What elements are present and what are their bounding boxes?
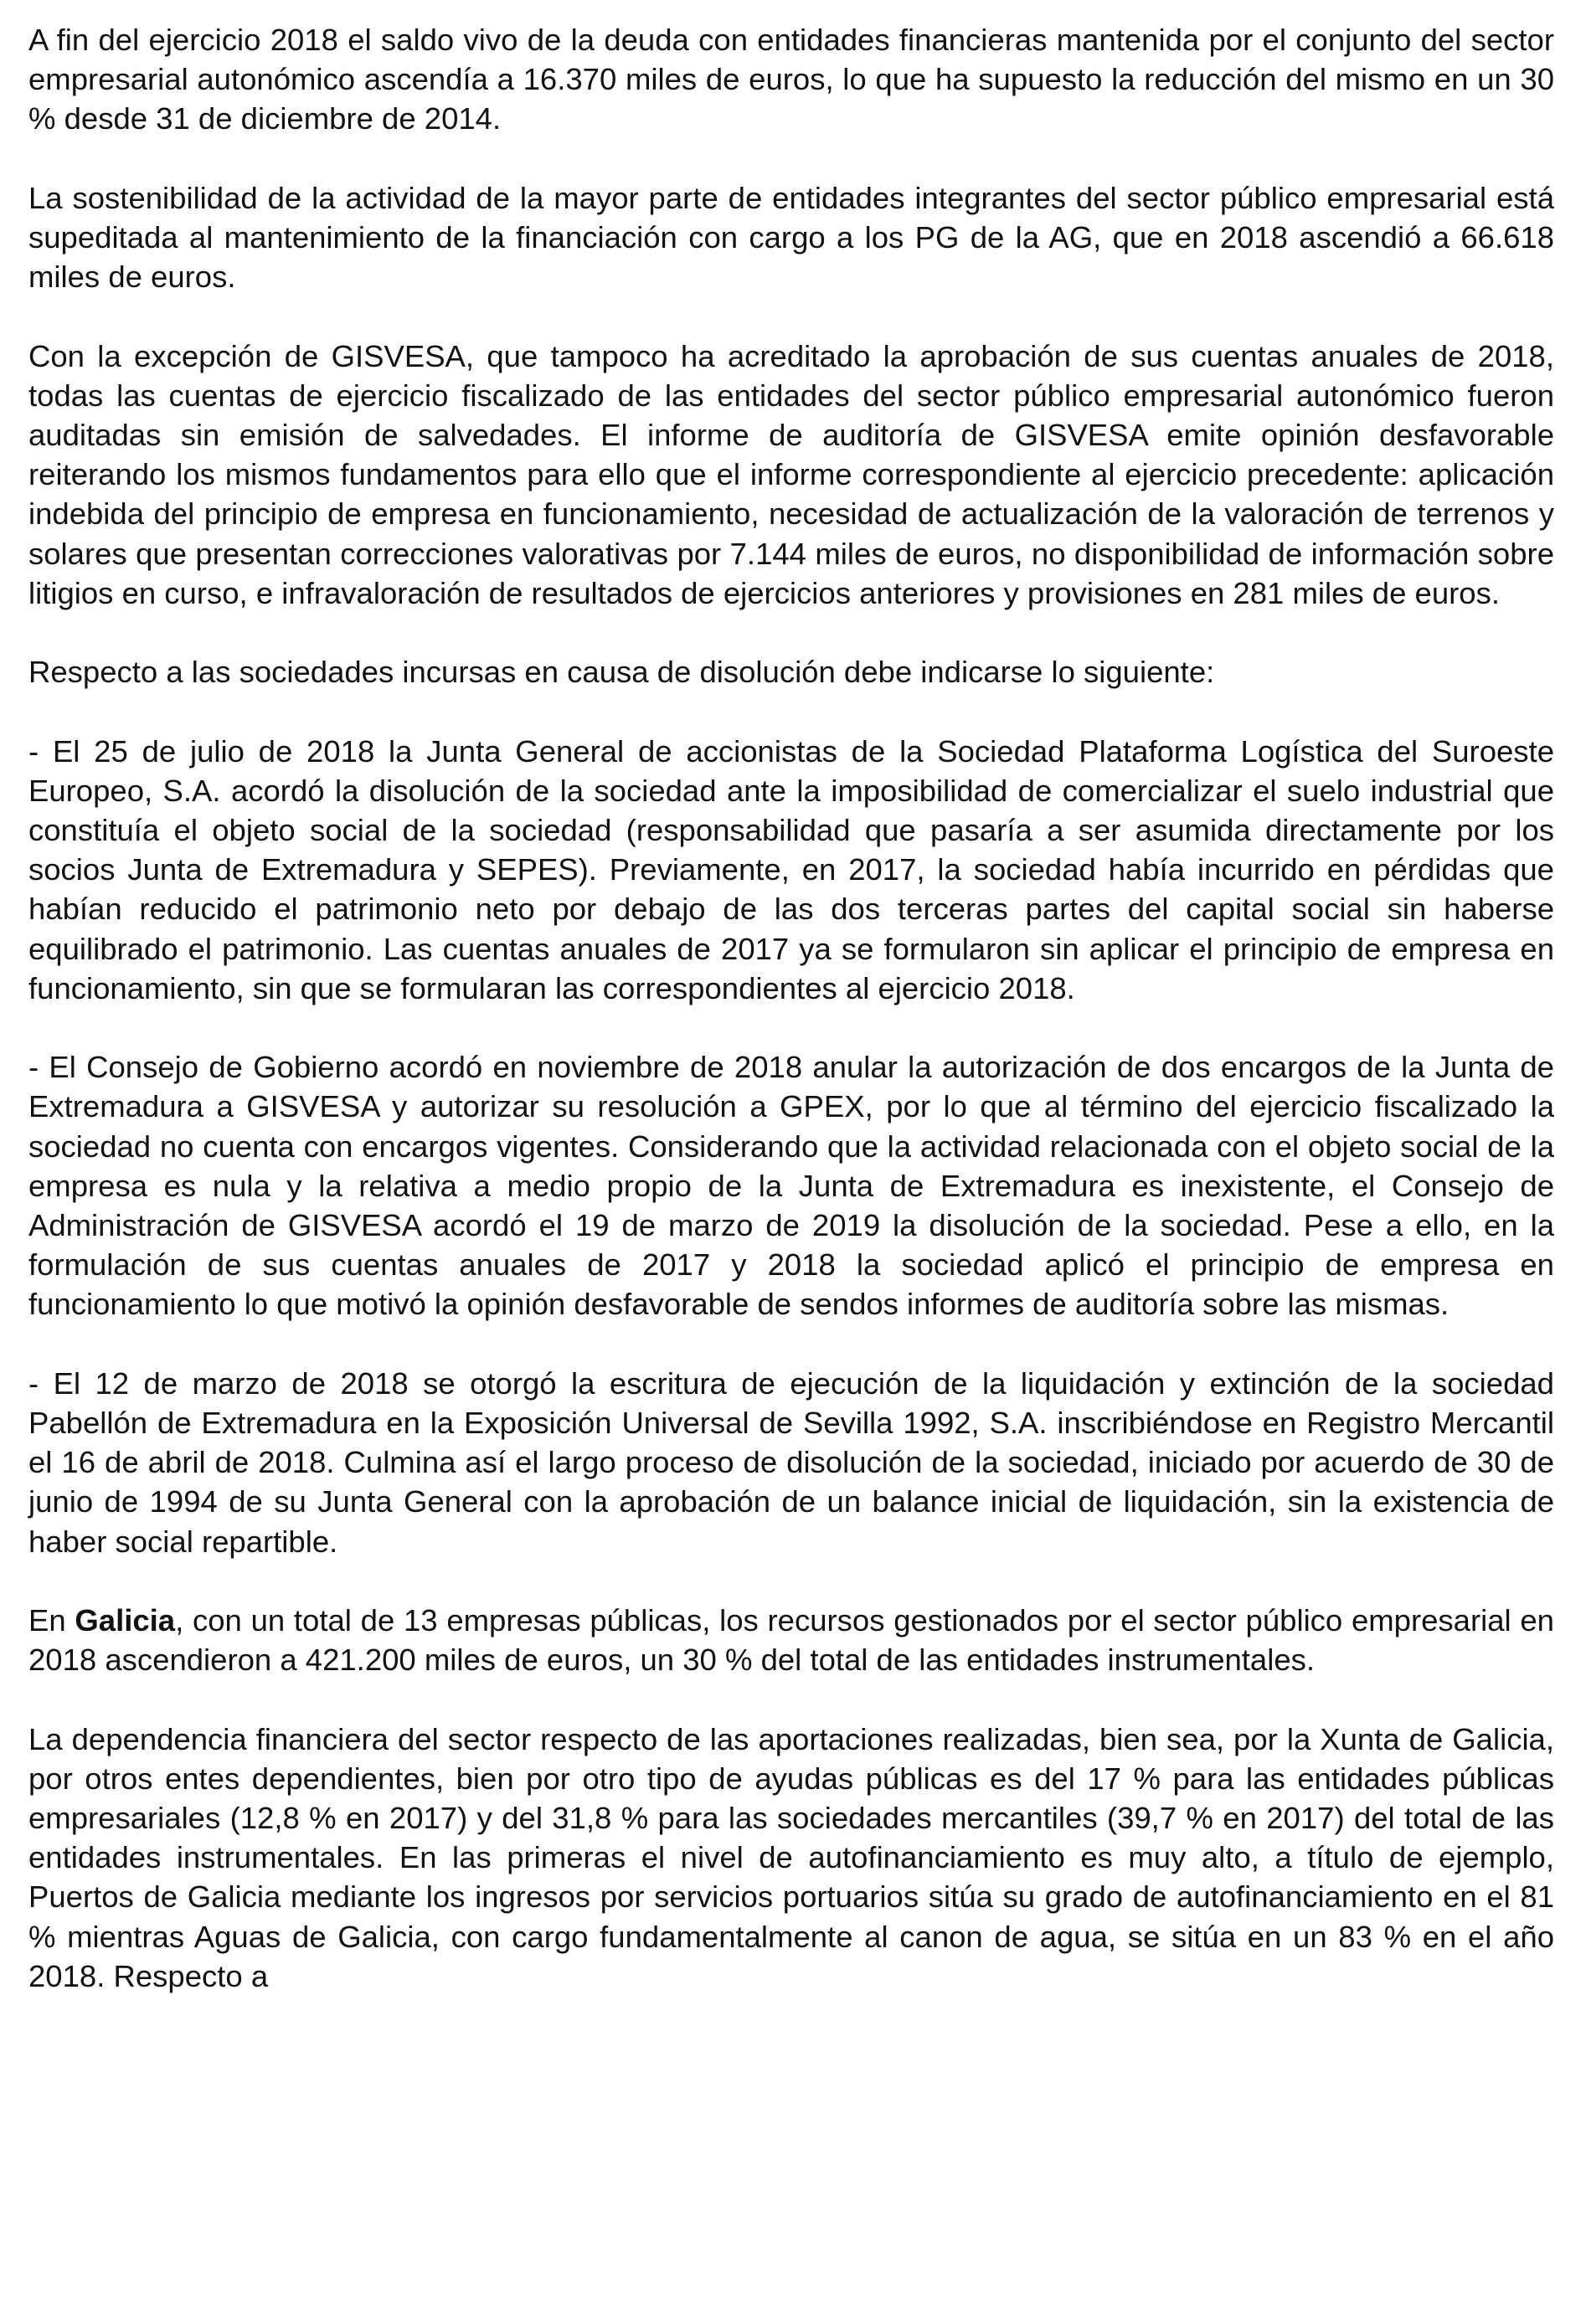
paragraph-financial-dependence: La dependencia financiera del sector respecto de las aportaciones realizadas, bien sea, por la Xunta de Galicia, por otros entes dependientes, bien por otro tipo de ayudas públicas es del 17 % para las entidades públicas empresariales (12,8 % en 2017) y del 31,8 % para las sociedades mercantiles (39,7 % en 2017) del total de las entidades instrumentales. En las primeras el nivel de autofinanciamiento es muy alto, a título de ejemplo, Puertos de Galicia mediante los ingresos por servicios portuarios sitúa su grado de autofinanciamiento en el 81 % mientras Aguas de Galicia, con cargo fundamentalmente al canon de agua, se sitúa en un 83 % en el año 2018. Respecto a (28, 1721, 1554, 1993)
galicia-rest: , con un total de 13 empresas públicas, los recursos gestionados por el sector público empresarial en 2018 ascendieron a 421.200 miles de euros, un 30 % del total de las entidades instrumentales. (28, 1603, 1554, 1678)
paragraph-dissolution-intro: Respecto a las sociedades incursas en causa de disolución debe indicarse lo siguiente: (28, 655, 1215, 690)
paragraph-audit-gisvesa: Con la excepción de GISVESA, que tampoco ha acreditado la aprobación de sus cuentas anuales de 2018, todas las cuentas de ejercicio fiscalizado de las entidades del sector público empresarial autonómico fueron auditadas sin emisión de salvedades. El informe de auditoría de GISVESA emite opinión desfavorable reiterando los mismos fundamentos para ello que el informe correspondiente al ejercicio precedente: aplicación indebida del principio de empresa en funcionamiento, necesidad de actualización de la valoración de terrenos y solares que presentan correcciones valorativas por 7.144 miles de euros, no disponibilidad de información sobre litigios en curso, e infravaloración de resultados de ejercicios anteriores y provisiones en 281 miles de euros. (28, 338, 1554, 610)
galicia-prefix: En (28, 1603, 75, 1638)
paragraph-pabellon-extremadura: - El 12 de marzo de 2018 se otorgó la escritura de ejecución de la liquidación y extinción de la sociedad Pabellón de Extremadura en la Exposición Universal de Sevilla 1992, S.A. inscribiéndose en Registro Mercantil el 16 de abril de 2018. Culmina así el largo proceso de disolución de la sociedad, iniciado por acuerdo de 30 de junio de 1994 de su Junta General con la aprobación de un balance inicial de liquidación, sin la existencia de haber social repartible. (28, 1365, 1554, 1559)
document-page (28, 20, 1554, 1996)
paragraph-debt-balance: A fin del ejercicio 2018 el saldo vivo de la deuda con entidades financieras mantenida por el conjunto del sector empresarial autonómico ascendía a 16.370 miles de euros, lo que ha supuesto la reducción del mismo en un 30 % desde 31 de diciembre de 2014. (28, 23, 1554, 136)
paragraph-galicia (28, 1601, 1554, 1679)
paragraph-sustainability: La sostenibilidad de la actividad de la mayor parte de entidades integrantes del sector público empresarial está supeditada al mantenimiento de la financiación con cargo a los PG de la AG, que en 2018 ascendió a 66.618 miles de euros. (28, 180, 1554, 295)
paragraph-consejo-gobierno: - El Consejo de Gobierno acordó en noviembre de 2018 anular la autorización de dos encargos de la Junta de Extremadura a GISVESA y autorizar su resolución a GPEX, por lo que al término del ejercicio fiscalizado la sociedad no cuenta con encargos vigentes. Considerando que la actividad relacionada con el objeto social de la empresa es nula y la relativa a medio propio de la Junta de Extremadura es inexistente, el Consejo de Administración de GISVESA acordó el 19 de marzo de 2019 la disolución de la sociedad. Pese a ello, en la formulación de sus cuentas anuales de 2017 y 2018 la sociedad aplicó el principio de empresa en funcionamiento lo que motivó la opinión desfavorable de sendos informes de auditoría sobre las mismas. (28, 1050, 1554, 1322)
galicia-bold-term: Galicia (75, 1603, 176, 1638)
paragraph-plataforma-logistica: - El 25 de julio de 2018 la Junta General de accionistas de la Sociedad Plataforma Logística del Suroeste Europeo, S.A. acordó la disolución de la sociedad ante la imposibilidad de comercializar el suelo industrial que constituía el objeto social de la sociedad (responsabilidad que pasaría a ser asumida directamente por los socios Junta de Extremadura y SEPES). Previamente, en 2017, la sociedad había incurrido en pérdidas que habían reducido el patrimonio neto por debajo de las dos terceras partes del capital social sin haberse equilibrado el patrimonio. Las cuentas anuales de 2017 ya se formularon sin aplicar el principio de empresa en funcionamiento, sin que se formularan las correspondientes al ejercicio 2018. (28, 733, 1554, 1005)
